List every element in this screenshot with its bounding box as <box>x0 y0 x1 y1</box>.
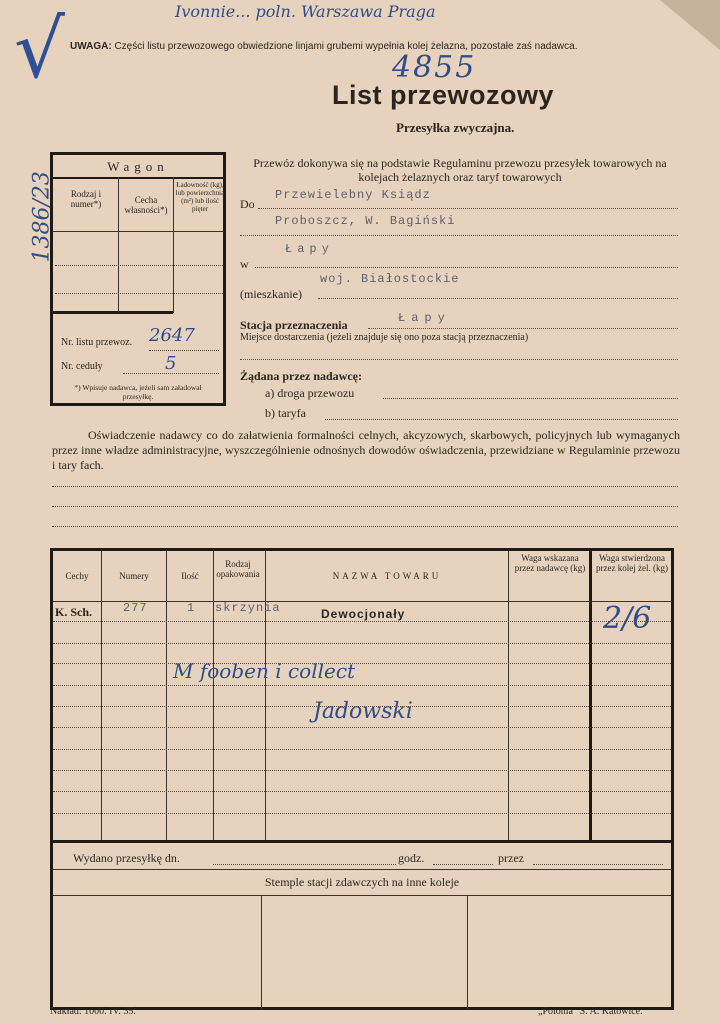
recipient-line-1: Przewielebny Ksiądz <box>275 188 431 202</box>
row-cechy: K. Sch. <box>55 605 93 619</box>
wagon-col2: Cecha własności*) <box>124 195 168 215</box>
issued-label: Wydano przesyłkę dn. <box>73 851 180 865</box>
row-towar: Dewocjonały <box>321 607 406 621</box>
row-ilosc: 1 <box>187 601 196 615</box>
city-value: Łapy <box>285 242 334 256</box>
stamps-label: Stemple stacji zdawczych na inne koleje <box>264 875 460 889</box>
demand-title: Żądana przez nadawcę: <box>240 369 362 383</box>
province-value: woj. Białostockie <box>320 272 460 286</box>
row-opakowanie: skrzynia <box>215 601 281 615</box>
delivery-label: Miejsce dostarczenia (jeżeli znajduje się ono poza stacją przeznaczenia) <box>240 332 529 343</box>
wagon-col3: Ładowność (kg), lub powierzchnia (m²) lub ilość pięter <box>175 181 225 213</box>
col-ilosc: Ilość <box>181 571 199 581</box>
list-nr-label: Nr. listu przewoz. <box>61 337 133 348</box>
row-numery: 277 <box>123 601 148 615</box>
station-value: Łapy <box>398 311 451 325</box>
handwritten-doc-number: 4855 <box>392 50 477 85</box>
col-numery: Numery <box>119 571 149 581</box>
mieszkanie-label: (mieszkanie) <box>240 287 302 301</box>
check-mark: √ <box>14 3 65 96</box>
folded-corner <box>660 0 720 50</box>
footer-left: Nakład: 1000. IV. 35. <box>50 1006 136 1017</box>
issued-przez: przez <box>498 851 524 865</box>
uwaga-line: UWAGA: Części listu przewozowego obwiedzione linjami grubemi wypełnia kolej żelazna, pozostałe zaś nadawca. <box>70 41 578 52</box>
signature: Jadowski <box>313 699 413 724</box>
wagon-col1: Rodzaj i numer*) <box>70 189 102 209</box>
col-towar: NAZWA TOWARU <box>332 571 442 581</box>
demand-a: a) droga przewozu <box>265 386 355 400</box>
intro-text: Przewóz dokonywa się na podstawie Regulaminu przewozu przesyłek towarowych na kolejach żelaznych oraz taryf towarowych <box>253 156 667 184</box>
cedula-label: Nr. ceduły <box>61 361 103 372</box>
recipient-line-2: Proboszcz, W. Bagiński <box>275 214 456 228</box>
row-weight: 2/6 <box>603 601 652 636</box>
page-subtitle: Przesyłka zwyczajna. <box>396 120 515 135</box>
col-cechy: Cechy <box>65 571 89 581</box>
issued-godz: godz. <box>398 851 425 865</box>
col-waga-kolej: Waga stwierdzona przez kolej żel. (kg) <box>596 553 668 573</box>
wagon-title: Wagon <box>53 155 223 179</box>
wagon-box <box>50 152 226 406</box>
demand-b: b) taryfa <box>265 406 306 420</box>
footer-right: „Polonia" S. A. Katowice. <box>538 1006 643 1017</box>
cedula-value: 5 <box>165 353 177 374</box>
list-nr-value: 2647 <box>149 325 195 346</box>
wagon-footnote: *) Wpisuje nadawca, jeżeli sam załadował przesyłkę. <box>74 383 202 401</box>
do-label: Do <box>240 197 255 211</box>
issued-box <box>50 840 674 1010</box>
page-title: List przewozowy <box>332 80 555 110</box>
station-label: Stacja przeznaczenia <box>240 318 348 332</box>
declaration-text: Oświadczenie nadawcy co do załatwienia formalności celnych, akcyzowych, skarbowych, policyjnych lub wymaganych przez inne władze administracyjne, wyszczególnienie odnośnych dowodów oświadczenia, przewidziane w Regulaminie przewozu i tary fach. <box>52 428 680 472</box>
w-label: w <box>240 257 249 271</box>
col-waga-nadawca: Waga wskazana przez nadawcę (kg) <box>514 553 586 573</box>
handwritten-side-number: 1386/23 <box>29 171 55 263</box>
cursive-note: M fooben i collect <box>173 659 356 683</box>
handwritten-top-note: Ivonnie... poln. Warszawa Praga <box>175 2 436 21</box>
col-opakowanie: Rodzaj opakowania <box>216 559 260 579</box>
goods-table <box>50 548 674 840</box>
